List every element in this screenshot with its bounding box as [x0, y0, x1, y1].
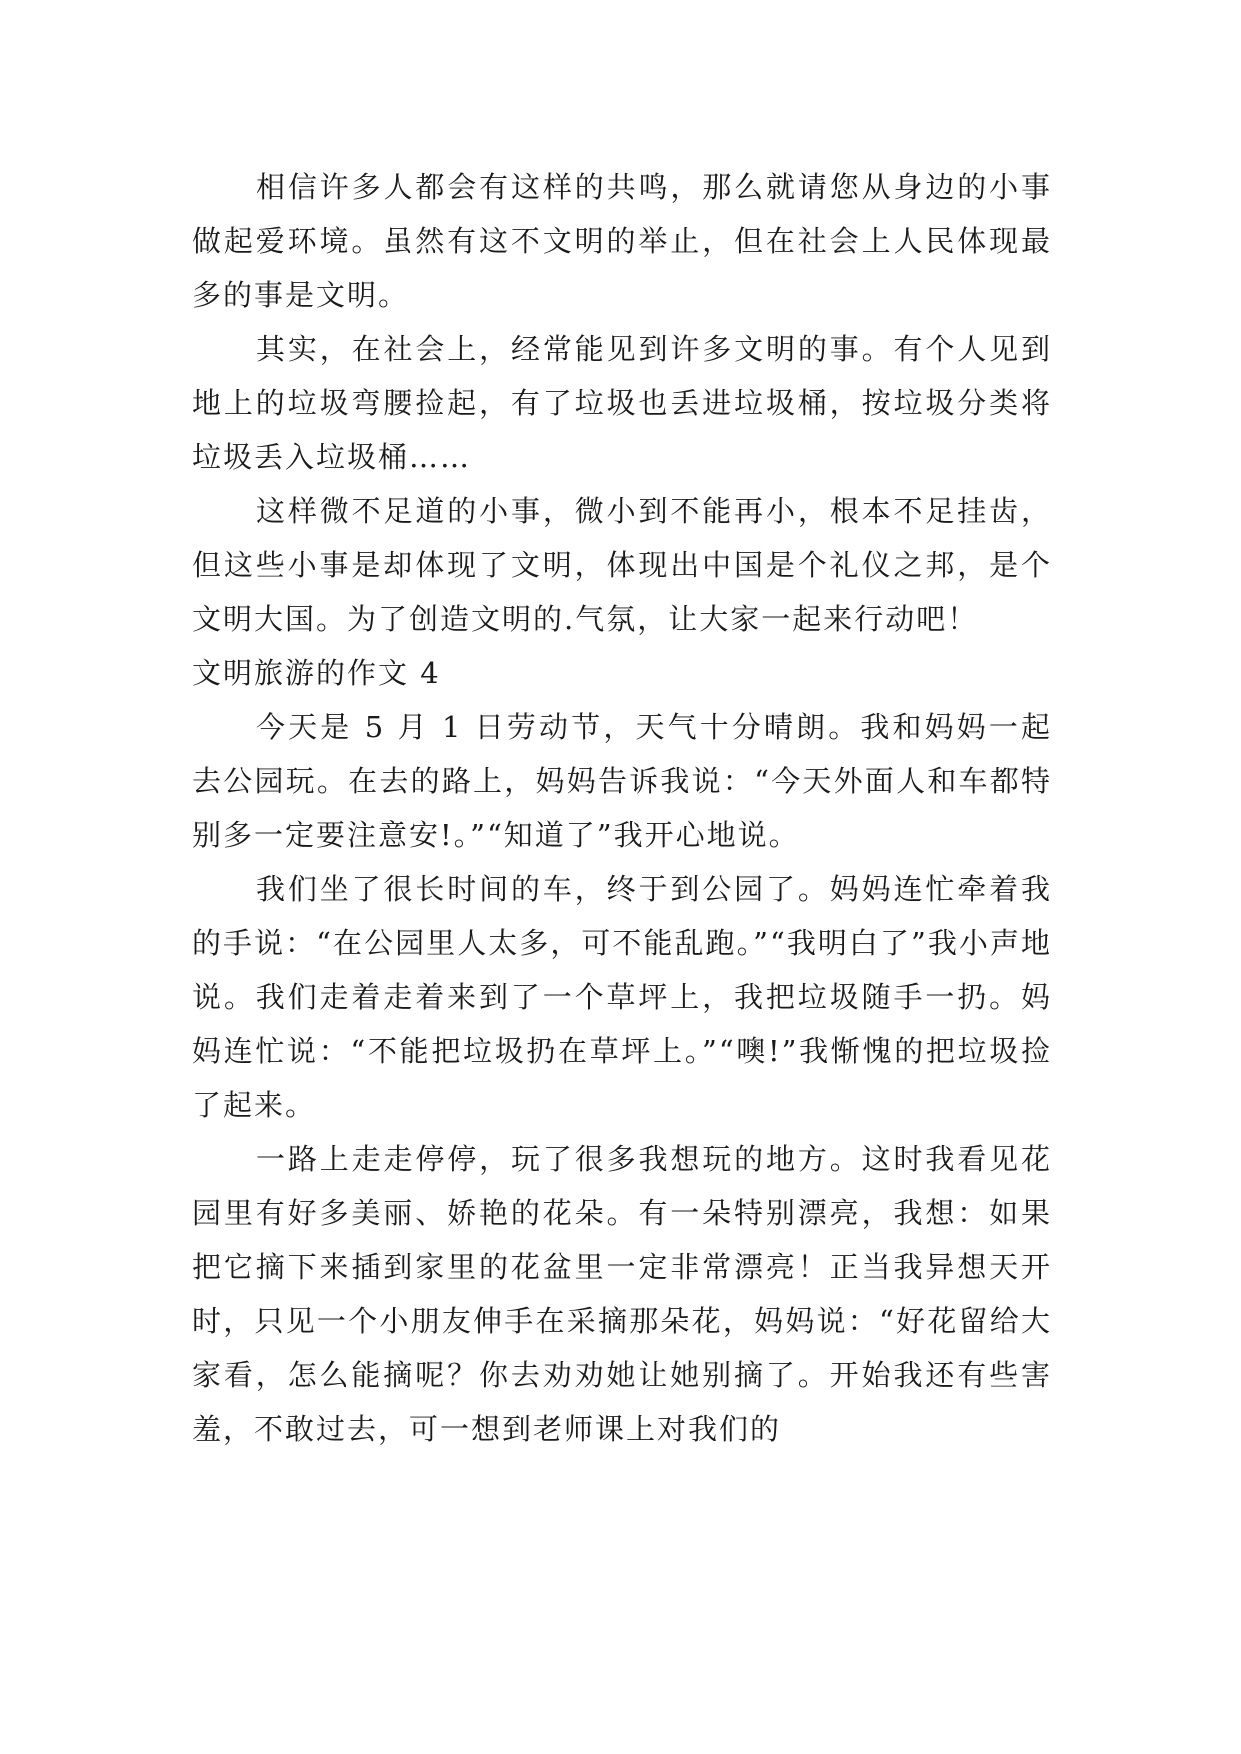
section-paragraph-1: 今天是 5 月 1 日劳动节，天气十分晴朗。我和妈妈一起去公园玩。在去的路上，妈妈告诉我说：“今天外面人和车都特别多一定要注意安!。”“知道了”我开心地说。 — [192, 710, 1052, 852]
section-paragraph-2: 我们坐了很长时间的车，终于到公园了。妈妈连忙牵着我的手说：“在公园里人太多，可不能乱跑。”“我明白了”我小声地说。我们走着走着来到了一个草坪上，我把垃圾随手一扔。妈妈连忙说：“不能把垃圾扔在草坪上。”“噢!”我惭愧的把垃圾捡了起来。 — [192, 872, 1052, 1122]
paragraph-2: 其实，在社会上，经常能见到许多文明的事。有个人见到地上的垃圾弯腰捡起，有了垃圾也丢进垃圾桶，按垃圾分类将垃圾丢入垃圾桶…… — [192, 332, 1052, 474]
document-page — [192, 160, 1052, 1456]
paragraph-3: 这样微不足道的小事，微小到不能再小，根本不足挂齿，但这些小事是却体现了文明，体现出中国是个礼仪之邦，是个文明大国。为了创造文明的.气氛，让大家一起来行动吧！ — [192, 494, 1052, 636]
section-paragraph-3: 一路上走走停停，玩了很多我想玩的地方。这时我看见花园里有好多美丽、娇艳的花朵。有一朵特别漂亮，我想：如果把它摘下来插到家里的花盆里一定非常漂亮！正当我异想天开时，只见一个小朋友伸手在采摘那朵花，妈妈说：“好花留给大家看，怎么能摘呢？你去劝劝她让她别摘了。开始我还有些害羞，不敢过去，可一想到老师课上对我们的 — [192, 1142, 1052, 1446]
paragraph-1: 相信许多人都会有这样的共鸣，那么就请您从身边的小事做起爱环境。虽然有这不文明的举止，但在社会上人民体现最多的事是文明。 — [192, 170, 1052, 312]
section-title: 文明旅游的作文 4 — [192, 656, 441, 690]
